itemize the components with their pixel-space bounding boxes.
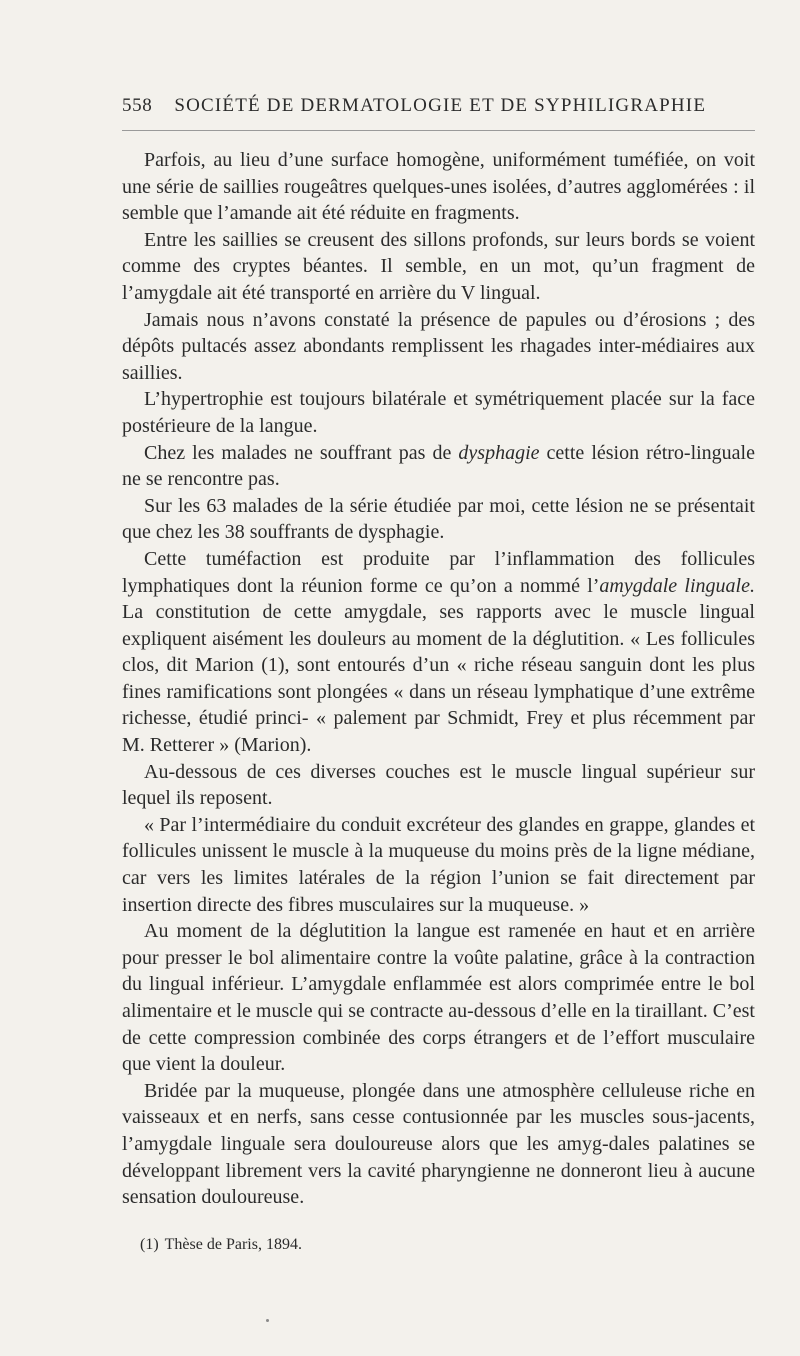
paragraph: Jamais nous n’avons constaté la présence de papules ou d’érosions ; des dépôts pultacés assez abondants remplissent les rhagades inter-médiaires aux saillies.: [122, 308, 755, 384]
paragraph-text: cette lésion rétro-linguale ne se rencontre pas.: [122, 441, 755, 491]
paragraph: Parfois, au lieu d’une surface homogène, uniformément tuméfiée, on voit une série de saillies rougeâtres quelques-unes isolées, d’autres agglomérées : il semble que l’amande ait été réduite en fragments.: [122, 149, 755, 225]
footnote: [140, 1235, 755, 1255]
paragraph: [122, 546, 755, 759]
footnote-mark: (1): [140, 1236, 159, 1253]
italic-term: dysphagie: [458, 441, 540, 464]
paragraph: Au moment de la déglutition la langue est ramenée en haut et en arrière pour presser le bol alimentaire contre la voûte palatine, grâce à la contraction du lingual inférieur. L’amygdale enflammée est alors comprimée entre le bol alimentaire et le muscle qui se contracte au-dessous d’elle en la tiraillant. C’est de cette compression combinée des corps étrangers et de l’effort musculaire que vient la douleur.: [122, 920, 755, 1076]
paragraph: L’hypertrophie est toujours bilatérale et symétriquement placée sur la face postérieure de la langue.: [122, 388, 755, 437]
paragraph: « Par l’intermédiaire du conduit excréteur des glandes en grappe, glandes et follicules unissent le muscle à la muqueuse du moins près de la ligne médiane, car vers les limites latérales de la région l’union se fait directement par insertion directe des fibres musculaires sur la muqueuse. »: [122, 813, 755, 916]
page-number: 558: [122, 95, 153, 116]
paragraph-text: Cette tuméfaction est produite par l’inflammation des follicules lymphatiques dont la réunion forme ce qu’on a nommé l’: [122, 547, 755, 597]
print-speck: [266, 1319, 269, 1322]
header-rule: [122, 130, 755, 131]
running-header: [122, 95, 755, 117]
paragraph: Sur les 63 malades de la série étudiée par moi, cette lésion ne se présentait que chez les 38 souffrants de dysphagie.: [122, 494, 755, 544]
paragraph: Entre les saillies se creusent des sillons profonds, sur leurs bords se voient comme des cryptes béantes. Il semble, en un mot, qu’un fragment de l’amygdale ait été transporté en arrière du V lingual.: [122, 228, 755, 304]
paragraph-text: Chez les malades ne souffrant pas de: [144, 441, 459, 464]
body-text: [122, 147, 755, 1211]
paragraph: Au-dessous de ces diverses couches est le muscle lingual supérieur sur lequel ils reposent.: [122, 760, 755, 810]
footnote-text: Thèse de Paris, 1894.: [164, 1236, 302, 1253]
paragraph: [122, 440, 755, 493]
paragraph-text: La constitution de cette amygdale, ses rapports avec le muscle lingual expliquent aisément les douleurs au moment de la déglutition. « Les follicules clos, dit Marion (1), sont entourés d’un « riche réseau sanguin dont les plus fines ramifications sont plongées « dans un réseau lymphatique d’une extrême richesse, étudié princi- « palement par Schmidt, Frey et plus récemment par M. Retterer » (Marion).: [122, 601, 755, 757]
paragraph: Bridée par la muqueuse, plongée dans une atmosphère celluleuse riche en vaisseaux et en nerfs, sans cesse contusionnée par les muscles sous-jacents, l’amygdale linguale sera douloureuse alors que les amyg-dales palatines se développant librement vers la cavité pharyngienne ne donneront lieu à aucune sensation douloureuse.: [122, 1079, 755, 1209]
running-title: SOCIÉTÉ DE DERMATOLOGIE ET DE SYPHILIGRAPHIE: [174, 95, 707, 116]
italic-term: amygdale linguale.: [599, 574, 755, 597]
